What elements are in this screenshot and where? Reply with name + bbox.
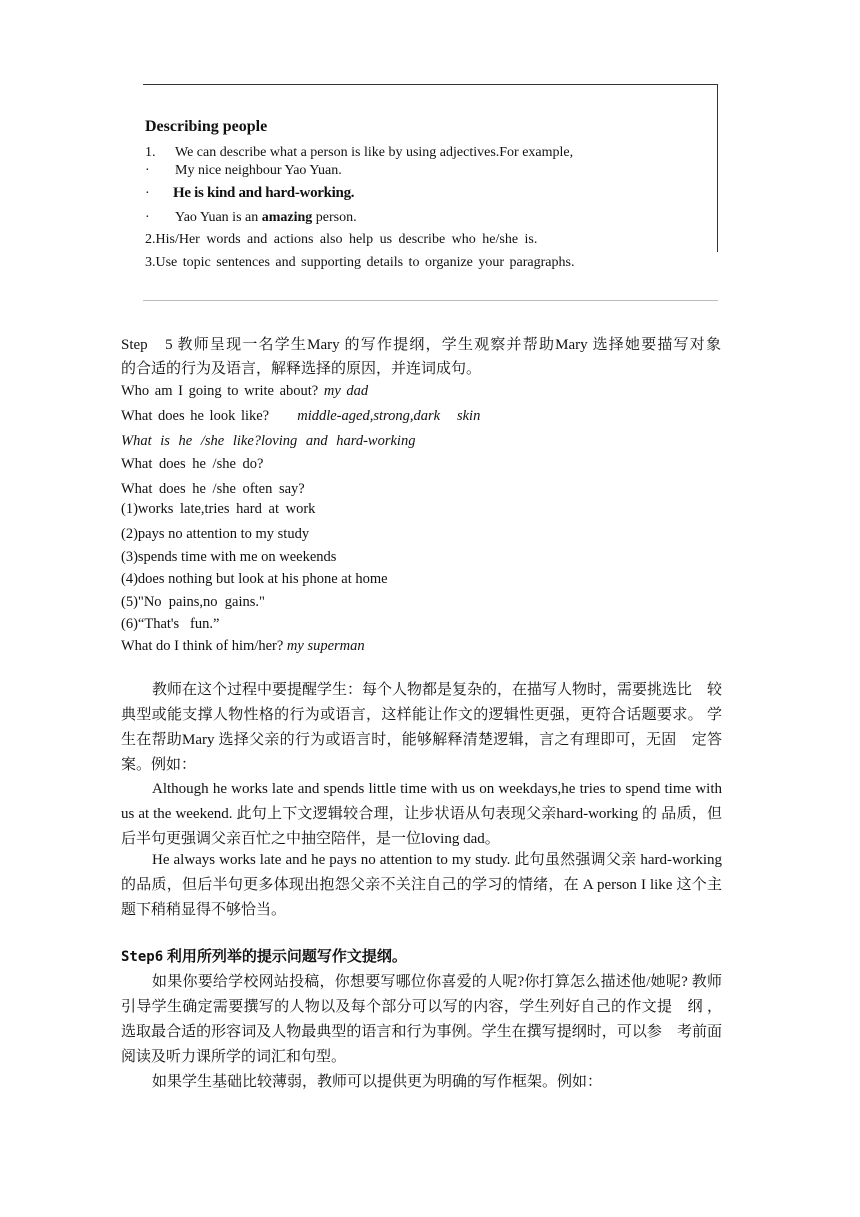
step6-heading-code: Step6 xyxy=(121,949,164,965)
question-look xyxy=(121,408,480,425)
box-top-border xyxy=(143,84,718,85)
question-think-answer: my superman xyxy=(286,638,365,654)
box-bullet-3-pre: Yao Yuan is an xyxy=(175,210,262,225)
step5-line-1 xyxy=(121,333,721,354)
bullet-icon: · xyxy=(145,186,150,201)
question-think xyxy=(121,638,365,655)
box-bullet-2-text: He is kind and hard-working. xyxy=(173,185,355,201)
question-who-text: Who am I going to write about? xyxy=(121,383,324,399)
option-2: (2)pays no attention to my study xyxy=(121,526,310,542)
paragraph-reminder: 教师在这个过程中要提醒学生：每个人物都是复杂的，在描写人物时，需要挑选比 较典型或能支撑人物性格的行为或语言，这样能让作文的逻辑性更强，更符合话题要求。 学生在帮助Mary 选择父亲的行为或语言时，能够解释清楚逻辑，言之有理即可，无固 定答案。例如： xyxy=(121,682,723,773)
paragraph-step6-1: 如果你要给学校网站投稿，你想要写哪位你喜爱的人呢?你打算怎么描述他/她呢? 教师引导学生确定需要撰写的人物以及每个部分可以写的内容，学生列好自己的作文提 纲 ，选取最合适的形容词及人物最典型的语言和行为事例。学生在撰写提纲时，可以参 考前面阅读及听力课所学的词汇和句型。 xyxy=(121,974,722,1065)
box-bottom-divider xyxy=(143,300,718,301)
box-bullet-1 xyxy=(145,163,342,179)
bullet-icon: · xyxy=(145,210,150,225)
step6-heading-text: 利用所列举的提示问题写作文提纲。 xyxy=(163,949,407,965)
step5-line-2: 的合适的行为及语言，解释选择的原因，并连词成句。 xyxy=(121,361,482,377)
option-3: (3)spends time with me on weekends xyxy=(121,549,337,565)
box-item-1-text: We can describe what a person is like by using adjectives.For example, xyxy=(175,145,574,160)
option-5: (5)"No pains,no gains." xyxy=(121,594,265,610)
question-say: What does he /she often say? xyxy=(121,481,305,497)
bullet-icon: · xyxy=(145,163,150,178)
question-think-text: What do I think of him/her? xyxy=(121,638,287,654)
question-do: What does he /she do? xyxy=(121,456,264,472)
box-item-1 xyxy=(145,145,573,161)
box-item-3: 3.Use topic sentences and supporting details to organize your paragraphs. xyxy=(145,255,575,270)
box-item-1-number: 1. xyxy=(145,145,156,160)
box-bullet-2 xyxy=(145,185,354,202)
box-bullet-1-text: My nice neighbour Yao Yuan. xyxy=(175,163,342,178)
box-bullet-3 xyxy=(145,210,357,226)
paragraph-example-2: He always works late and he pays no attention to my study. 此句虽然强调父亲 hard-working 的品质，但后半句更多体现出抱怨父亲不关注自己的学习的情绪，在 A person I like 这个主题下稍稍显得不够恰当。 xyxy=(121,852,722,918)
box-item-2: 2.His/Her words and actions also help us describe who he/she is. xyxy=(145,232,538,247)
box-bullet-3-post: person. xyxy=(312,210,357,225)
step5-line-1-text: Step 5 教师呈现一名学生Mary 的写作提纲，学生观察并帮助Mary 选择她要描写对象 xyxy=(121,337,721,353)
paragraph-example-1: Although he works late and spends little time with us on weekdays,he tries to spend time with us at the weekend. 此句上下文逻辑较合理，让步状语从句表现父亲hard-working 的 品质，但后半句更强调父亲百忙之中抽空陪伴，是一位loving dad。 xyxy=(121,781,722,847)
question-look-text: What does he look like? xyxy=(121,408,298,424)
paragraph-step6-2: 如果学生基础比较薄弱，教师可以提供更为明确的写作框架。例如： xyxy=(152,1074,603,1090)
option-6: (6)“That's fun.” xyxy=(121,616,220,632)
question-look-answer: middle-aged,strong,dark skin xyxy=(297,408,481,424)
question-who-answer: my dad xyxy=(323,383,369,399)
box-right-border xyxy=(717,84,718,252)
box-bullet-3-bold: amazing xyxy=(261,210,313,225)
option-4: (4)does nothing but look at his phone at home xyxy=(121,571,388,587)
question-who xyxy=(121,383,368,400)
option-1: (1)works late,tries hard at work xyxy=(121,501,316,517)
question-like: What is he /she like?loving and hard-working xyxy=(121,433,416,449)
box-title: Describing people xyxy=(145,118,268,135)
step6-heading xyxy=(121,945,407,966)
